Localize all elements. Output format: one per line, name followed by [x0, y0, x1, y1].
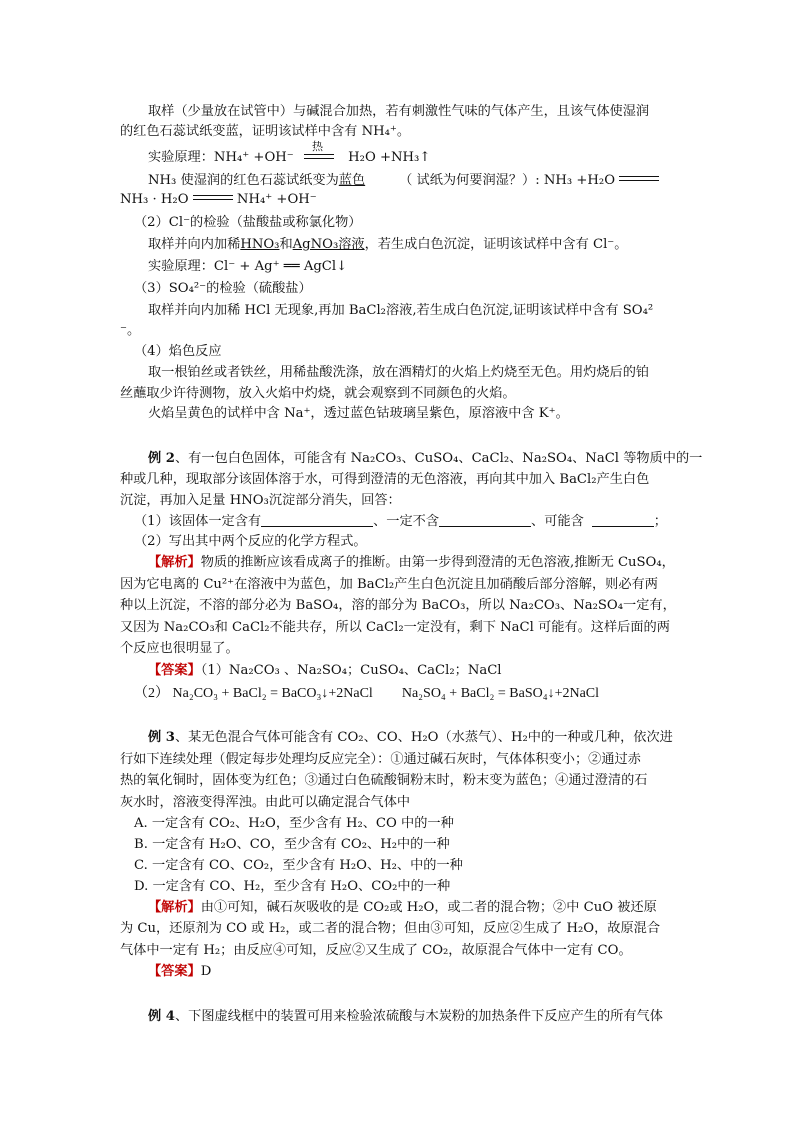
- text-line: ⁻。: [120, 323, 141, 338]
- example-label: 例 4: [148, 1009, 175, 1024]
- example-label: 例 3: [148, 730, 175, 745]
- answer-line: [148, 662, 502, 680]
- example-label: 例 2: [148, 451, 175, 466]
- option-d: D. 一定含有 CO、H₂，至少含有 H₂O、CO₂中的一种: [134, 879, 451, 894]
- text-line: 行如下连续处理（假定每步处理均反应完全）：①通过碱石灰时，气体体积变小；②通过赤: [120, 752, 641, 767]
- sub-heading: （4）焰色反应: [134, 344, 222, 359]
- example-2-heading: [148, 450, 702, 468]
- text: H₂O +NH₃↑: [348, 150, 431, 165]
- text-line: 种或几种，现取部分该固体溶于水，可得到澄清的无色溶液，再向其中加入 BaCl₂产生白色: [120, 472, 650, 487]
- heat-condition: 热: [311, 140, 323, 153]
- underlined-reagent: HNO₃: [240, 237, 280, 252]
- sub-heading: （3）SO₄²⁻的检验（硫酸盐）: [134, 281, 312, 296]
- answer-blank[interactable]: [592, 512, 654, 527]
- text: ，若生成白色沉淀，证明该试样中含有 Cl⁻。: [364, 237, 628, 252]
- analysis-line: [148, 554, 675, 572]
- underlined-reagent: AgNO₃溶液: [292, 237, 365, 252]
- text: 由①可知，碱石灰吸收的是 CO₂或 H₂O，或二者的混合物；②中 CuO 被还原: [200, 900, 657, 915]
- question-2: （2）写出其中两个反应的化学方程式。: [134, 534, 367, 549]
- text-line: 热的氧化铜时，固体变为红色；③通过白色硫酸铜粉末时，粉末变为蓝色；④通过澄清的石: [120, 773, 648, 788]
- example-4-heading: [148, 1008, 663, 1026]
- text-line: [148, 236, 627, 254]
- text: （1）该固体一定含有: [134, 514, 262, 529]
- equation-line: [134, 685, 599, 703]
- text: 、一定不含: [373, 514, 440, 529]
- text: （1）Na₂CO₃ 、Na₂SO₄；CuSO₄、CaCl₂；NaCl: [200, 663, 502, 678]
- text: NH₃ · H₂O: [120, 192, 189, 207]
- heat-arrow: [304, 140, 338, 167]
- question-1: [134, 512, 667, 531]
- option-c: C. 一定含有 CO、CO₂，至少含有 H₂O、H₂、中的一种: [134, 858, 463, 873]
- text-line: 气体中一定有 H₂；由反应④可知，反应②又生成了 CO₂，故原混合气体中一定有 CO。: [120, 943, 632, 958]
- text-line: 种以上沉淀，不溶的部分必为 BaSO₄，溶的部分为 BaCO₃，所以 Na₂CO₃、Na₂SO₄一定有，: [120, 598, 676, 613]
- text-line: 为 Cu，还原剂为 CO 或 H₂，或二者的混合物；但由③可知，反应②生成了 H₂O，故原混合: [120, 921, 661, 936]
- option-b: B. 一定含有 H₂O、CO，至少含有 CO₂、H₂中的一种: [134, 837, 450, 852]
- text-line: 灰水时，溶液变得浑浊。由此可以确定混合气体中: [120, 795, 411, 810]
- option-a: A. 一定含有 CO₂、H₂O，至少含有 H₂、CO 中的一种: [134, 816, 454, 831]
- analysis-tag: 【解析】: [148, 555, 201, 570]
- text: 物质的推断应该看成离子的推断。由第一步得到澄清的无色溶液,推断无 CuSO₄，: [200, 555, 675, 570]
- fill-answer: 蓝色: [338, 173, 366, 188]
- text-line: 火焰呈黄色的试样中含 Na⁺，透过蓝色钴玻璃呈紫色，原溶液中含 K⁺。: [148, 406, 569, 421]
- text-line: [120, 191, 317, 209]
- answer-blank[interactable]: [439, 512, 531, 527]
- text: 、可能含: [531, 514, 584, 529]
- analysis-line: [148, 899, 657, 917]
- text-line: 个反应也很明显了。: [120, 641, 239, 656]
- answer-line: [148, 963, 211, 981]
- text: 、某无色混合气体可能含有 CO₂、CO、H₂O（水蒸气）、H₂中的一种或几种，依次进: [174, 730, 673, 745]
- text-line: 沉淀，再加入足量 HNO₃沉淀部分消失，回答：: [120, 493, 401, 508]
- text-line: 取样（少量放在试管中）与碱混合加热，若有刺激性气味的气体产生，且该气体使湿润: [148, 104, 650, 119]
- answer-tag: 【答案】: [148, 964, 201, 979]
- text-line: [148, 172, 659, 190]
- answer-blank[interactable]: [261, 512, 373, 527]
- equation-line: 实验原理：Cl⁻ + Ag⁺ ══ AgCl↓: [148, 259, 348, 274]
- text-line: 的红色石蕊试纸变蓝，证明该试样中含有 NH₄⁺。: [120, 124, 411, 139]
- reversible-arrow: [193, 191, 233, 203]
- sub-heading: （2）Cl⁻的检验（盐酸盐或称氯化物）: [134, 215, 362, 230]
- text: 取样并向内加稀: [148, 237, 241, 252]
- text: 、有一包白色固体，可能含有 Na₂CO₃、CuSO₄、CaCl₂、Na₂SO₄、NaCl 等物质中的一: [174, 451, 703, 466]
- text: 和: [279, 237, 293, 252]
- text-line: 又因为 Na₂CO₃和 CaCl₂不能共存，所以 CaCl₂一定没有，剩下 NaCl 可能有。这样后面的两: [120, 620, 670, 635]
- equation-line: [148, 140, 431, 167]
- answer-tag: 【答案】: [148, 663, 201, 678]
- text-line: 取样并向内加稀 HCl 无现象,再加 BaCl₂溶液,若生成白色沉淀,证明该试样中含有 SO₄²: [148, 303, 654, 318]
- equals-sign: [304, 149, 334, 163]
- text-line: 因为它电离的 Cu²⁺在溶液中为蓝色，加 BaCl₂产生白色沉淀且加硝酸后部分溶解，则必有两: [120, 577, 658, 592]
- text: ；: [653, 514, 667, 529]
- text: NH₄⁺ +OH⁻: [236, 192, 317, 207]
- text: NH₃ 使湿润的红色石蕊试纸变为: [148, 173, 339, 188]
- text: 实验原理：NH₄⁺ +OH⁻: [148, 150, 294, 165]
- equation: Na₂SO₄ + BaCl₂ = BaSO₄↓+2NaCl: [401, 686, 600, 701]
- text: （2）: [134, 686, 169, 701]
- text: 、下图虚线框中的装置可用来检验浓硫酸与木炭粉的加热条件下反应产生的所有气体: [174, 1009, 663, 1024]
- example-3-heading: [148, 729, 673, 747]
- text-line: 丝蘸取少许待测物，放入火焰中灼烧，就会观察到不同颜色的火焰。: [120, 386, 516, 401]
- answer-value: D: [200, 964, 212, 979]
- analysis-tag: 【解析】: [148, 900, 201, 915]
- text: （ 试纸为何要润湿？）: NH₃ +H₂O: [399, 173, 616, 188]
- reversible-arrow: [619, 172, 659, 184]
- equation: Na₂CO₃ + BaCl₂ = BaCO₃↓+2NaCl: [172, 686, 373, 701]
- text-line: 取一根铂丝或者铁丝，用稀盐酸洗涤，放在酒精灯的火焰上灼烧至无色。用灼烧后的铂: [148, 365, 650, 380]
